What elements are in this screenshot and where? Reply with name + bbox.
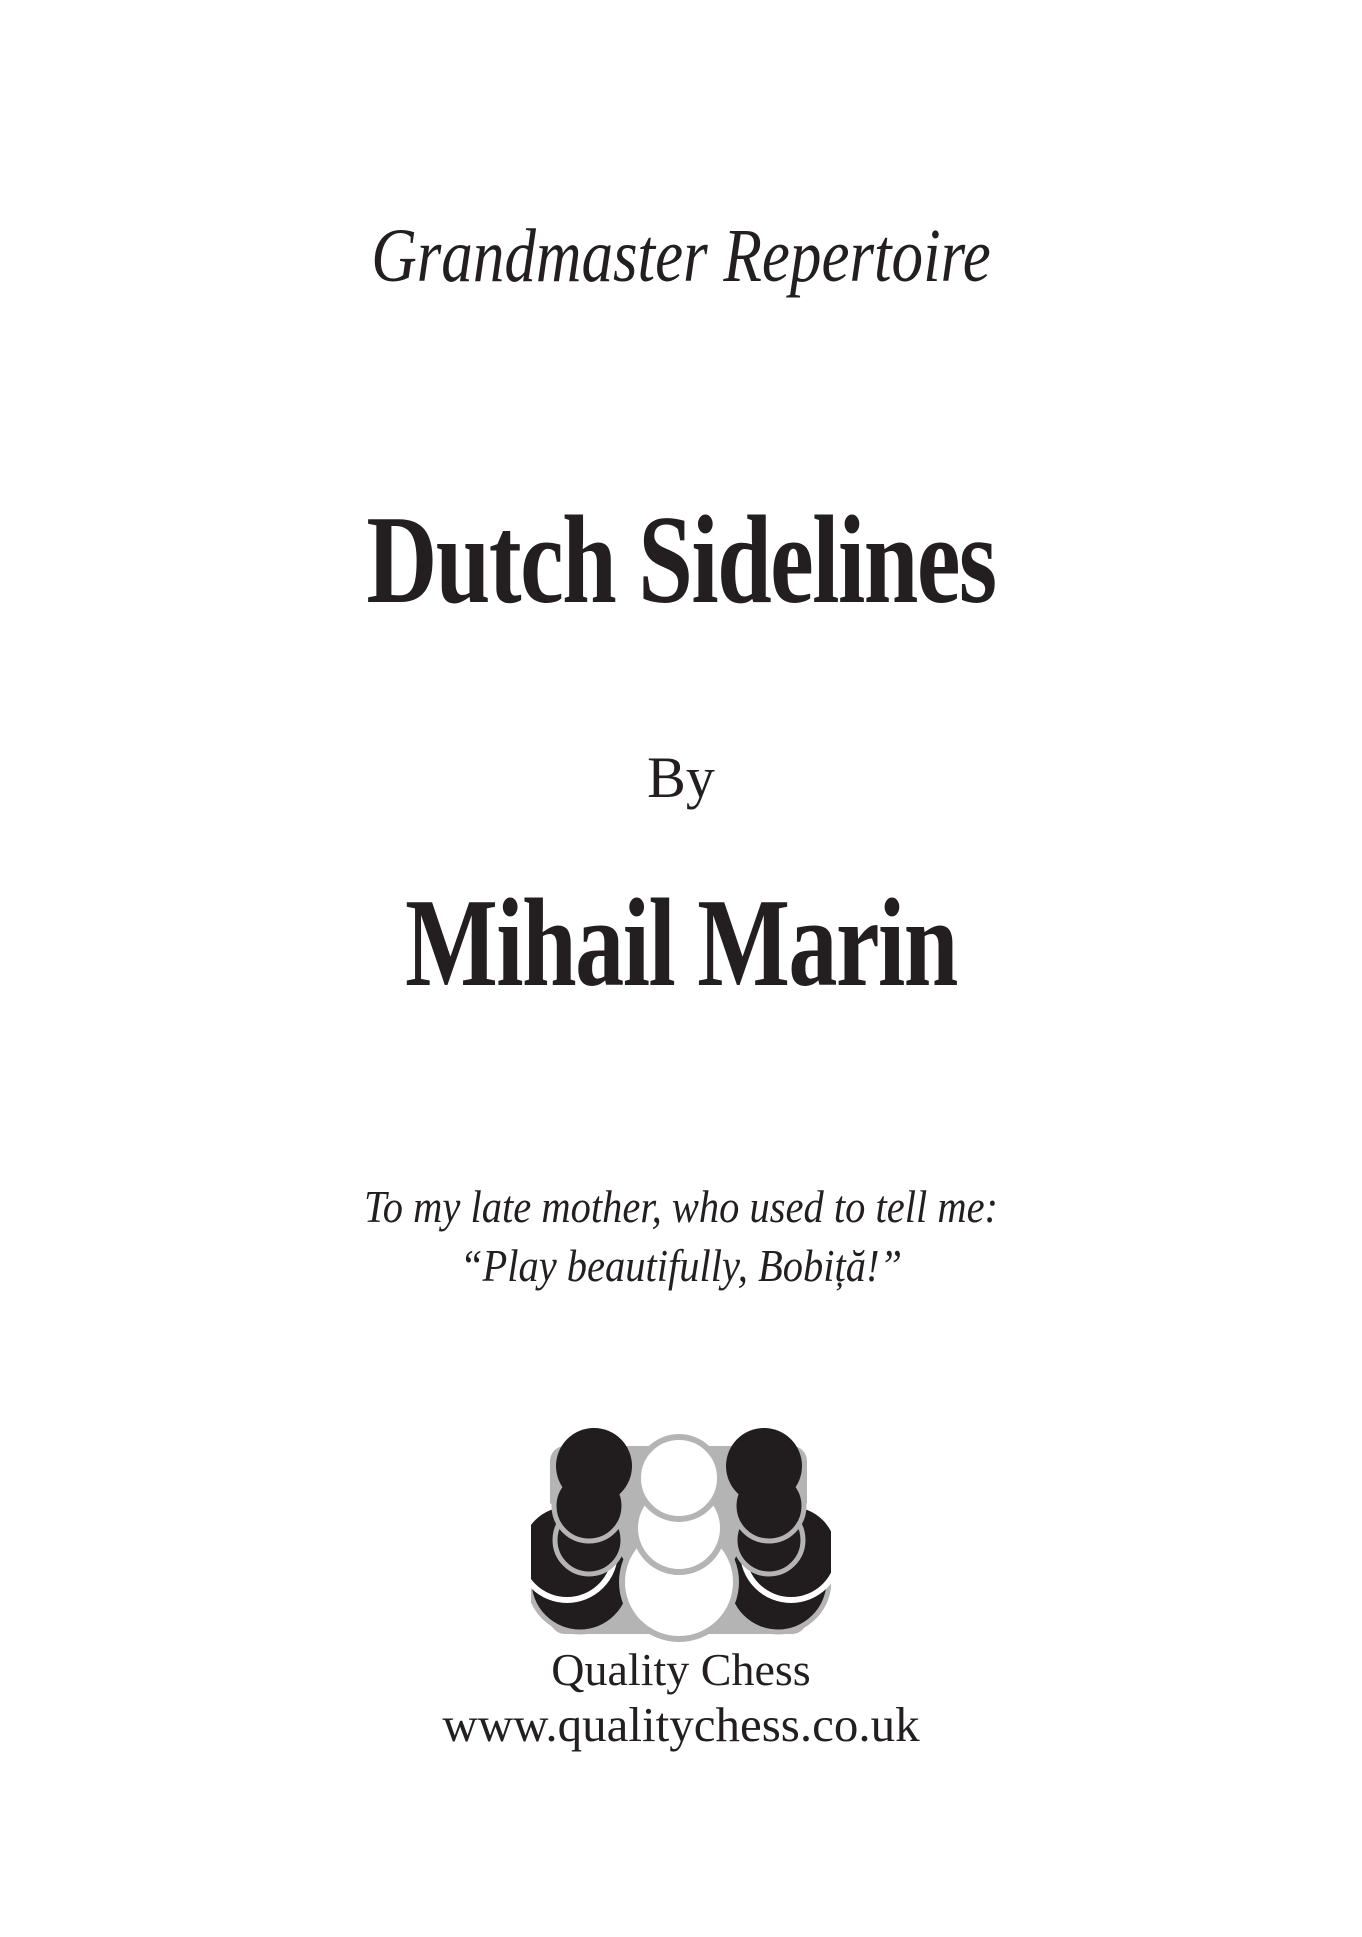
publisher-logo xyxy=(531,1416,831,1656)
publisher-name: Quality Chess xyxy=(551,1644,811,1695)
black-pawn-right-icon xyxy=(726,1428,831,1632)
dedication xyxy=(68,1178,1294,1297)
byline: By xyxy=(647,745,715,810)
book-title: Dutch Sidelines xyxy=(366,491,996,630)
author-name: Mihail Marin xyxy=(405,874,957,1013)
website-url: www.qualitychess.co.uk xyxy=(442,1697,920,1752)
dedication-line-1: To my late mother, who used to tell me: xyxy=(363,1182,999,1232)
dedication-line-2: “Play beautifully, Bobiță!” xyxy=(459,1241,903,1292)
series-title: Grandmaster Repertoire xyxy=(371,214,991,298)
black-pawn-left-icon xyxy=(531,1428,632,1632)
three-pawns-icon xyxy=(531,1416,831,1656)
white-pawn-center-icon xyxy=(622,1437,736,1639)
